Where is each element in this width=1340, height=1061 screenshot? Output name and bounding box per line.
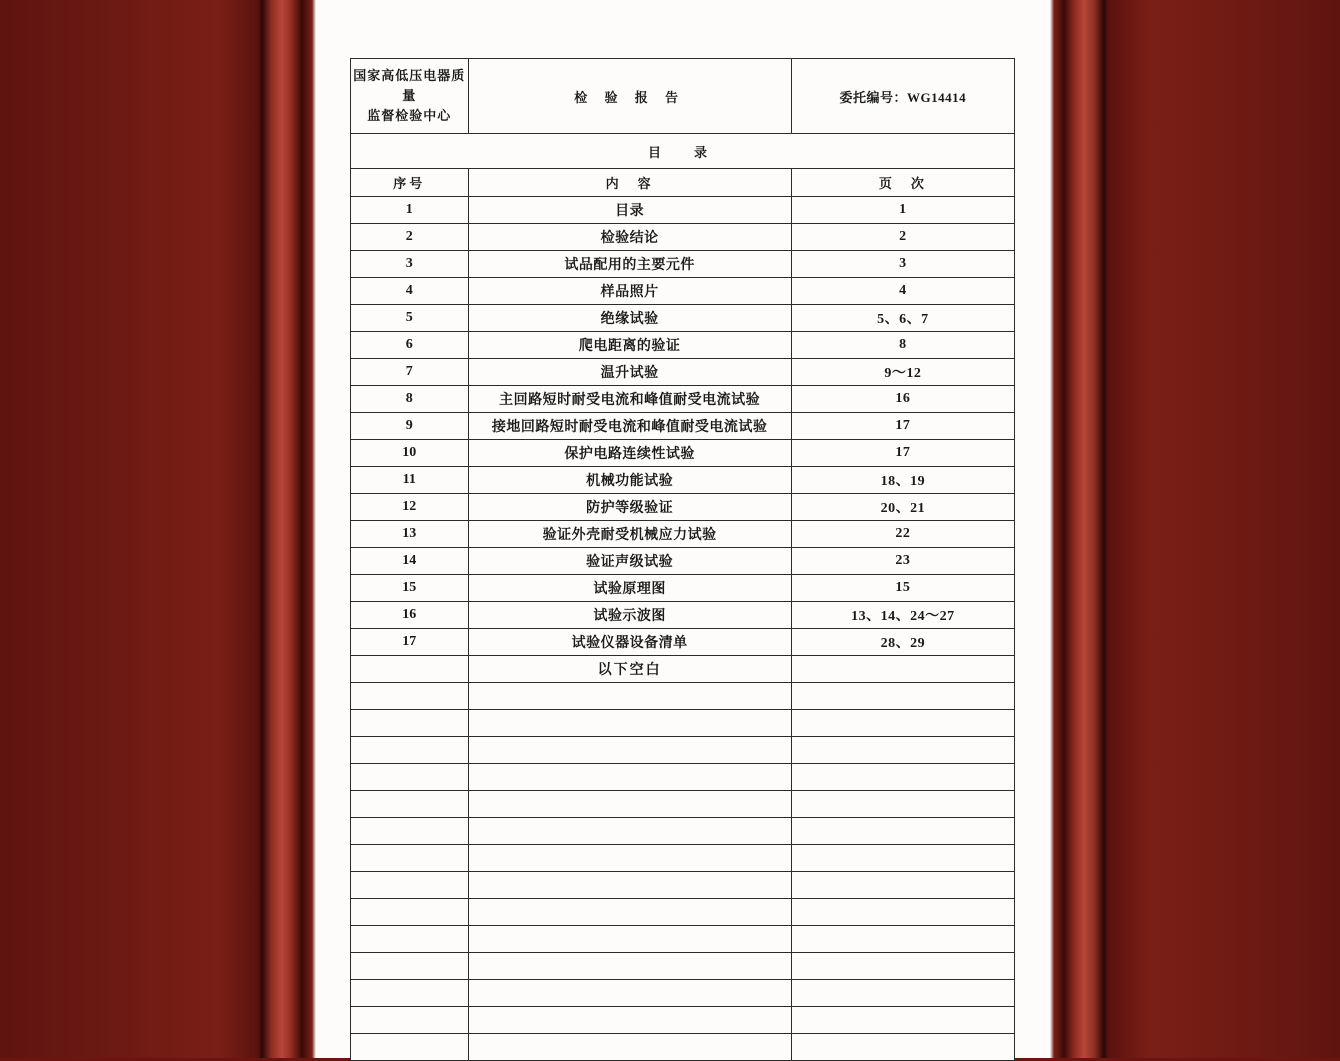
report-title: 检 验 报 告 — [468, 59, 791, 134]
empty-cell — [468, 737, 791, 764]
empty-cell — [791, 899, 1014, 926]
organization-line-1: 国家高低压电器质量 — [353, 67, 466, 103]
header-row — [351, 59, 1015, 134]
row-content: 验证外壳耐受机械应力试验 — [468, 521, 791, 548]
row-page: 9～12 — [791, 359, 1014, 386]
row-page: 16 — [791, 386, 1014, 413]
empty-cell — [351, 710, 469, 737]
empty-cell — [351, 1007, 469, 1034]
table-row — [351, 440, 1015, 467]
table-body — [351, 59, 1015, 197]
row-content: 机械功能试验 — [468, 467, 791, 494]
end-note-label: 以下空白 — [468, 656, 791, 683]
empty-cell — [791, 845, 1014, 872]
empty-cell — [791, 710, 1014, 737]
empty-row — [351, 872, 1015, 899]
empty-row — [351, 953, 1015, 980]
empty-cell — [791, 926, 1014, 953]
empty-cell — [791, 953, 1014, 980]
row-number: 12 — [351, 494, 469, 521]
inspection-report-catalog-page — [350, 58, 1015, 1061]
empty-cell — [351, 953, 469, 980]
row-number: 2 — [351, 224, 469, 251]
empty-cell — [791, 764, 1014, 791]
empty-row — [351, 764, 1015, 791]
row-number: 8 — [351, 386, 469, 413]
empty-cell — [468, 791, 791, 818]
row-content: 温升试验 — [468, 359, 791, 386]
row-content: 绝缘试验 — [468, 305, 791, 332]
empty-cell — [351, 926, 469, 953]
empty-cell — [791, 818, 1014, 845]
table-row — [351, 467, 1015, 494]
empty-cell — [468, 764, 791, 791]
table-row — [351, 413, 1015, 440]
row-page: 17 — [791, 413, 1014, 440]
row-content: 试验原理图 — [468, 575, 791, 602]
empty-row — [351, 899, 1015, 926]
row-number: 16 — [351, 602, 469, 629]
empty-cell — [791, 737, 1014, 764]
empty-cell — [468, 926, 791, 953]
row-page: 13、14、24～27 — [791, 602, 1014, 629]
row-number: 1 — [351, 197, 469, 224]
empty-cell — [791, 683, 1014, 710]
organization-cell — [351, 59, 469, 134]
table-row — [351, 386, 1015, 413]
organization-line-2: 监督检验中心 — [367, 108, 452, 124]
row-number: 5 — [351, 305, 469, 332]
column-header-content: 内 容 — [468, 169, 791, 197]
document-table — [350, 58, 1015, 1061]
row-content: 目录 — [468, 197, 791, 224]
row-content: 试验示波图 — [468, 602, 791, 629]
row-content: 防护等级验证 — [468, 494, 791, 521]
catalog-band-label: 目 录 — [351, 134, 1015, 169]
row-number: 17 — [351, 629, 469, 656]
empty-cell — [351, 980, 469, 1007]
table-row — [351, 575, 1015, 602]
row-number: 15 — [351, 575, 469, 602]
empty-row — [351, 683, 1015, 710]
table-row — [351, 494, 1015, 521]
row-page: 4 — [791, 278, 1014, 305]
empty-cell — [351, 818, 469, 845]
empty-row — [351, 818, 1015, 845]
table-row — [351, 197, 1015, 224]
empty-row — [351, 791, 1015, 818]
empty-row — [351, 1007, 1015, 1034]
row-page: 20、21 — [791, 494, 1014, 521]
empty-cell — [351, 683, 469, 710]
row-number: 3 — [351, 251, 469, 278]
row-number: 10 — [351, 440, 469, 467]
row-page: 5、6、7 — [791, 305, 1014, 332]
row-number: 9 — [351, 413, 469, 440]
row-content: 试验仪器设备清单 — [468, 629, 791, 656]
row-number: 6 — [351, 332, 469, 359]
row-number: 13 — [351, 521, 469, 548]
commission-number: 委托编号：WG14414 — [791, 59, 1014, 134]
empty-cell — [468, 899, 791, 926]
table-row — [351, 332, 1015, 359]
empty-cell — [791, 1007, 1014, 1034]
empty-cell — [791, 980, 1014, 1007]
empty-cell — [468, 953, 791, 980]
empty-cell — [351, 791, 469, 818]
row-page: 8 — [791, 332, 1014, 359]
empty-cell — [468, 845, 791, 872]
table-row — [351, 548, 1015, 575]
table-row — [351, 629, 1015, 656]
row-number: 11 — [351, 467, 469, 494]
table-row — [351, 278, 1015, 305]
empty-cell — [468, 872, 791, 899]
row-number: 7 — [351, 359, 469, 386]
table-row — [351, 602, 1015, 629]
row-content: 验证声级试验 — [468, 548, 791, 575]
empty-cell — [351, 899, 469, 926]
catalog-rows — [351, 197, 1015, 1061]
row-content: 爬电距离的验证 — [468, 332, 791, 359]
row-content: 样品照片 — [468, 278, 791, 305]
empty-cell — [468, 818, 791, 845]
empty-row — [351, 980, 1015, 1007]
empty-cell — [468, 1007, 791, 1034]
end-note-page-cell — [791, 656, 1014, 683]
empty-cell — [351, 1034, 469, 1061]
empty-cell — [351, 872, 469, 899]
row-content: 检验结论 — [468, 224, 791, 251]
empty-cell — [791, 1034, 1014, 1061]
empty-row — [351, 926, 1015, 953]
empty-row — [351, 737, 1015, 764]
table-row — [351, 224, 1015, 251]
empty-row — [351, 710, 1015, 737]
row-content: 保护电路连续性试验 — [468, 440, 791, 467]
table-row — [351, 305, 1015, 332]
empty-cell — [468, 710, 791, 737]
table-row — [351, 251, 1015, 278]
empty-row — [351, 1034, 1015, 1061]
row-content: 接地回路短时耐受电流和峰值耐受电流试验 — [468, 413, 791, 440]
row-page: 18、19 — [791, 467, 1014, 494]
column-header-row — [351, 169, 1015, 197]
empty-cell — [791, 872, 1014, 899]
row-page: 1 — [791, 197, 1014, 224]
row-number: 14 — [351, 548, 469, 575]
table-row — [351, 359, 1015, 386]
empty-cell — [351, 737, 469, 764]
catalog-band-row — [351, 134, 1015, 169]
column-header-no: 序号 — [351, 169, 469, 197]
empty-cell — [468, 980, 791, 1007]
column-header-page: 页 次 — [791, 169, 1014, 197]
end-note-row — [351, 656, 1015, 683]
row-content: 主回路短时耐受电流和峰值耐受电流试验 — [468, 386, 791, 413]
row-page: 23 — [791, 548, 1014, 575]
empty-cell — [791, 791, 1014, 818]
row-content: 试品配用的主要元件 — [468, 251, 791, 278]
row-page: 2 — [791, 224, 1014, 251]
empty-cell — [468, 1034, 791, 1061]
row-page: 3 — [791, 251, 1014, 278]
table-row — [351, 521, 1015, 548]
row-page: 22 — [791, 521, 1014, 548]
empty-cell — [351, 845, 469, 872]
empty-cell — [351, 764, 469, 791]
row-page: 28、29 — [791, 629, 1014, 656]
end-note-number-cell — [351, 656, 469, 683]
row-page: 15 — [791, 575, 1014, 602]
row-page: 17 — [791, 440, 1014, 467]
row-number: 4 — [351, 278, 469, 305]
empty-cell — [468, 683, 791, 710]
empty-row — [351, 845, 1015, 872]
